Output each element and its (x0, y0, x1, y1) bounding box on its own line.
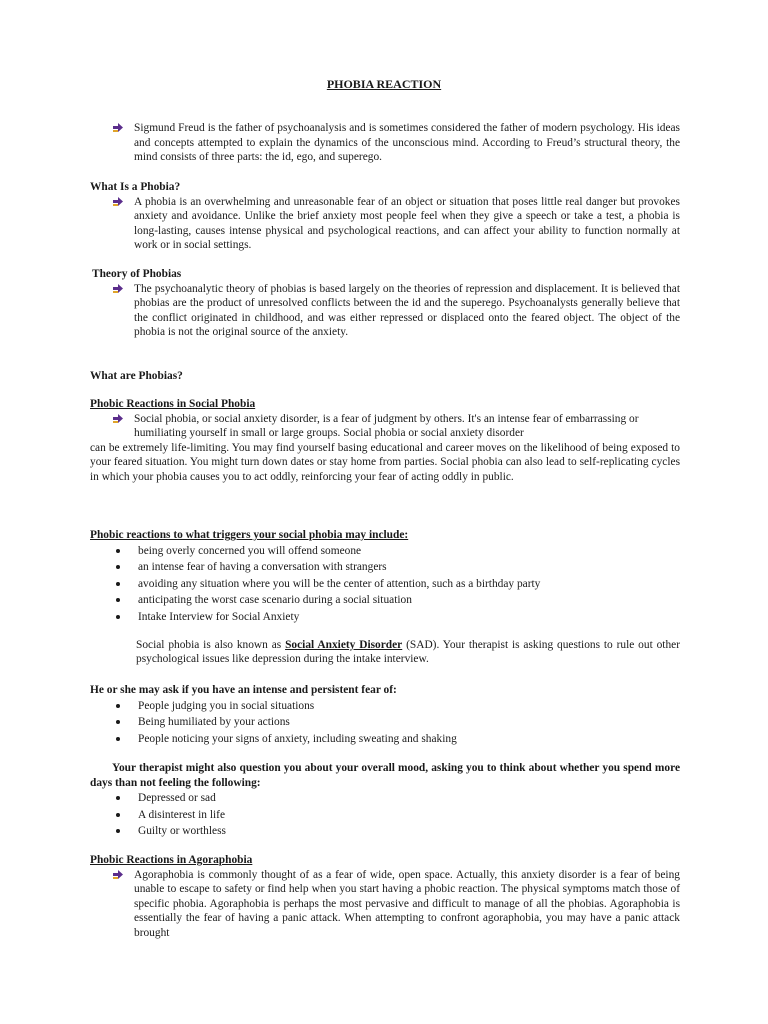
what-are-section (90, 369, 680, 384)
bullet-dot-icon (114, 824, 138, 838)
bullet-dot-icon (114, 560, 138, 574)
list-item: Guilty or worthless (90, 824, 680, 839)
bullet-dot-icon (114, 732, 138, 746)
mood-heading: Your therapist might also question you about your overall mood, asking you to think about whether you spend more days than not feeling the following: (90, 762, 680, 789)
arrow-bullet-icon (112, 195, 134, 207)
social-continuation: can be extremely life-limiting. You may find yourself basing educational and career moves on the likelihood of being exposed to your feared situation. You might turn down dates or stay home from parties. Social phobia can also lead to self-replicating cycles in which your phobia causes you to act oddly, reinforcing your fear of acting oddly in public. (90, 441, 680, 483)
arrow-bullet-icon (112, 868, 134, 880)
arrow-bullet-icon (112, 412, 134, 424)
list-item: Being humiliated by your actions (90, 715, 680, 730)
bullet-dot-icon (114, 577, 138, 591)
list-item: being overly concerned you will offend someone (90, 544, 680, 559)
agora-section (90, 853, 680, 941)
what-is-section (90, 180, 680, 253)
bullet-dot-icon (114, 544, 138, 558)
what-are-heading: What are Phobias? (90, 370, 183, 382)
social-section (90, 397, 680, 485)
arrow-bullet-icon (112, 282, 134, 294)
theory-section (90, 267, 680, 340)
agora-heading: Phobic Reactions in Agoraphobia (90, 854, 253, 866)
theory-text: The psychoanalytic theory of phobias is based largely on the theories of repression and displacement. It is believed that phobias are the product of unresolved conflicts between the id and the superego. Psychoanalysts generally believe that the conflict originated in childhood, and was either repressed or displaced onto the feared object. The object of the phobia is not the original source of the anxiety. (134, 282, 680, 339)
list-item: Intake Interview for Social Anxiety (90, 610, 680, 625)
bullet-dot-icon (114, 593, 138, 607)
what-is-heading: What Is a Phobia? (90, 181, 181, 193)
theory-heading: Theory of Phobias (92, 268, 182, 280)
list-item: People noticing your signs of anxiety, including sweating and shaking (90, 732, 680, 747)
social-heading: Phobic Reactions in Social Phobia (90, 398, 256, 410)
triggers-section (90, 528, 680, 667)
triggers-heading: Phobic reactions to what triggers your social phobia may include: (90, 529, 409, 541)
what-is-text: A phobia is an overwhelming and unreasonable fear of an object or situation that poses little real danger but provokes anxiety and avoidance. Unlike the brief anxiety most people feel when they give a speech or take a test, a phobia is long-lasting, causes intense physical and psychological reactions, and can affect your ability to function normally at work or in social settings. (134, 195, 680, 252)
mood-section (90, 761, 680, 839)
intro-text: Sigmund Freud is the father of psychoanalysis and is sometimes considered the father of modern psychology. His ideas and concepts attempted to explain the dynamics of the unconscious mind. According to Freud’s structural theory, the mind consists of three parts: the id, ego, and superego. (134, 122, 680, 164)
list-item: People judging you in social situations (90, 699, 680, 714)
intro-section (90, 121, 680, 165)
fear-heading: He or she may ask if you have an intense and persistent fear of: (90, 684, 397, 696)
arrow-bullet-icon (112, 121, 134, 133)
sad-term: Social Anxiety Disorder (285, 638, 403, 651)
agora-text: Agoraphobia is commonly thought of as a fear of wide, open space. Actually, this anxiety disorder is a fear of being unable to escape to safety or find help when you start having a phobic reaction. The physical symptoms match those of specific phobia. Agoraphobia is perhaps the most pervasive and difficult to manage of all the phobias. Agoraphobia is essentially the fear of having a panic attack. When attempting to confront agoraphobia, you may have a panic attack brought (134, 868, 680, 939)
list-item: anticipating the worst case scenario during a social situation (90, 593, 680, 608)
list-item: Depressed or sad (90, 791, 680, 806)
list-item: avoiding any situation where you will be the center of attention, such as a birthday party (90, 577, 680, 592)
bullet-dot-icon (114, 808, 138, 822)
bullet-dot-icon (114, 699, 138, 713)
bullet-dot-icon (114, 715, 138, 729)
sad-paragraph: Social phobia is also known as Social Anxiety Disorder (SAD). Your therapist is asking questions to rule out other psychological issues like depression during the intake interview. (136, 638, 680, 666)
fear-section (90, 683, 680, 746)
document-title: PHOBIA REACTION (326, 77, 442, 91)
bullet-dot-icon (114, 791, 138, 805)
list-item: A disinterest in life (90, 808, 680, 823)
list-item: an intense fear of having a conversation with strangers (90, 560, 680, 575)
bullet-dot-icon (114, 610, 138, 624)
social-bullet-text: Social phobia, or social anxiety disorder, is a fear of judgment by others. It's an intense fear of embarrassing or humiliating yourself in small or large groups. Social phobia or social anxiety disorder (134, 412, 639, 440)
